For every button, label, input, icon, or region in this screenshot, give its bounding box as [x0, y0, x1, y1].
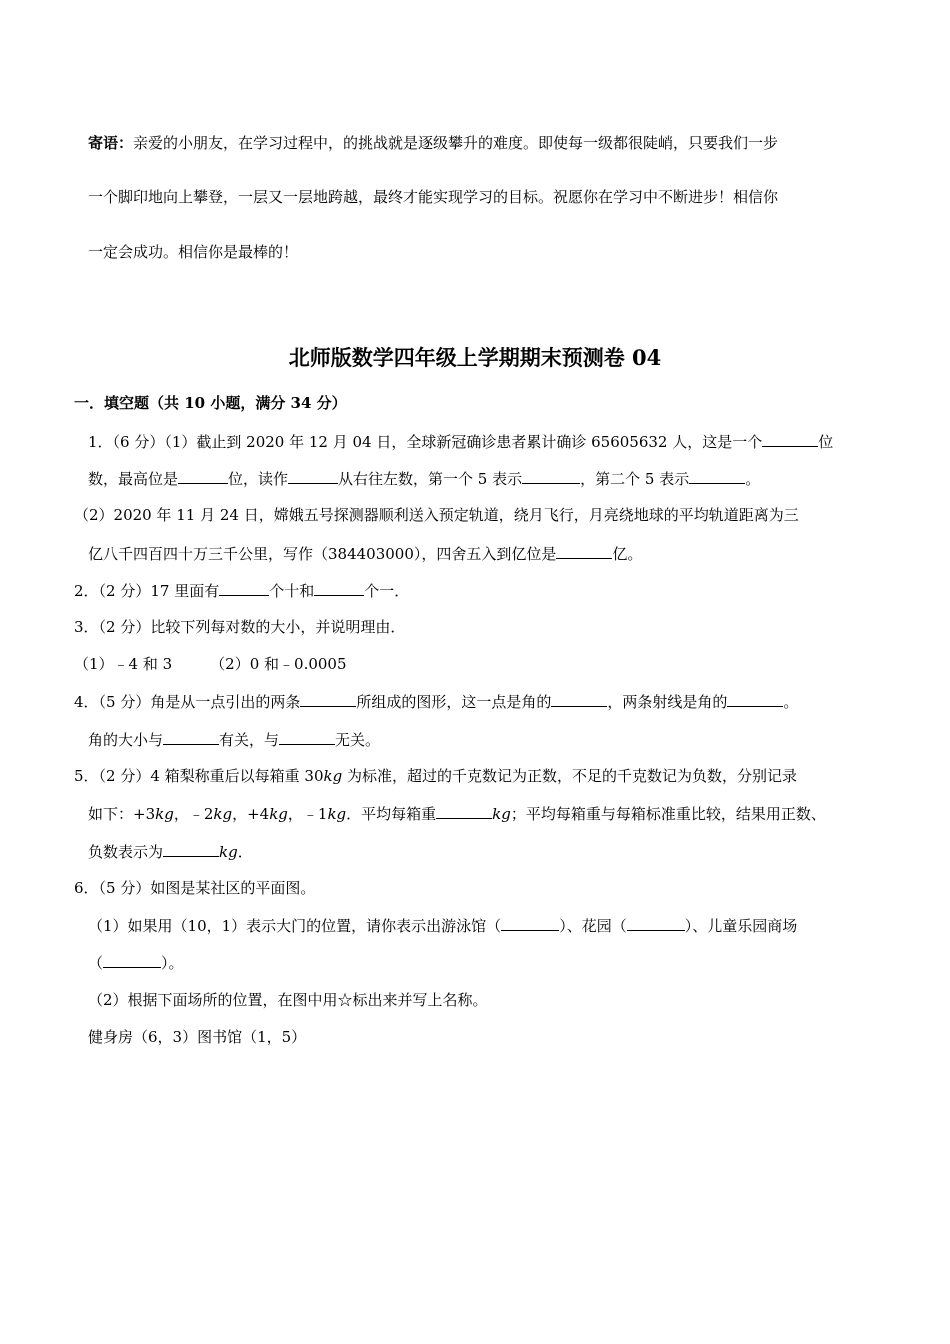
q6-text-g: （2）根据下面场所的位置，在图中用☆标出来并写上名称。 [88, 991, 488, 1009]
q2-text-c: 个一． [364, 582, 410, 600]
q1-text-b: 位 [818, 433, 834, 451]
q5-unit: kg [492, 805, 511, 823]
q1-line-1 [88, 431, 868, 452]
q5-unit: kg [155, 805, 174, 823]
answer-blank[interactable] [627, 915, 685, 931]
preface-line-3 [88, 242, 868, 262]
q1-text-a: 1．（6 分）（1）截止到 2020 年 12 月 04 日，全球新冠确诊患者累计确诊 65605632 人，这是一个 [88, 433, 763, 451]
q4-text-b: 所组成的图形，这一点是角的 [356, 693, 552, 711]
q6-text-a: 6．（5 分）如图是某社区的平面图。 [74, 879, 316, 897]
q6-text-b: （1）如果用（10，1）表示大门的位置，请你表示出游泳馆（ [88, 917, 502, 935]
q6-line-1 [74, 878, 854, 898]
answer-blank[interactable] [300, 691, 356, 707]
preface-text-2: 一个脚印地向上攀登，一层又一层地跨越，最终才能实现学习的目标。祝愿你在学习中不断进步！相信你 [88, 188, 779, 206]
q5-text-h: ；平均每箱重与每箱标准重比较，结果用正数、 [510, 805, 826, 823]
q5-text-g: ．平均每箱重 [346, 805, 437, 823]
q6-text-e: （ [88, 954, 104, 972]
q4-text-d: 。 [783, 693, 799, 711]
answer-blank[interactable] [314, 580, 364, 596]
answer-blank[interactable] [689, 468, 745, 484]
answer-blank[interactable] [288, 468, 338, 484]
q4-line-2 [88, 729, 868, 750]
q5-unit: kg [269, 805, 288, 823]
q2-text-b: 个十和 [269, 582, 315, 600]
q4-text-f: 有关，与 [219, 731, 280, 749]
q5-text-d: ，﹣2 [173, 805, 214, 823]
q1-line-4 [88, 543, 868, 564]
q5-line-2 [88, 803, 868, 824]
q4-text-g: 无关。 [335, 731, 381, 749]
q1-text-f: ，第二个 5 表示 [580, 470, 690, 488]
answer-blank[interactable] [103, 952, 161, 968]
preface-text-1: 亲爱的小朋友，在学习过程中，的挑战就是逐级攀升的难度。即使每一级都很陡峭，只要我们一步 [133, 134, 779, 152]
q5-unit: kg [323, 767, 343, 785]
answer-blank[interactable] [436, 803, 492, 819]
q1-line-2 [88, 468, 868, 489]
answer-blank[interactable] [178, 468, 228, 484]
q1-text-j: 亿。 [612, 545, 643, 563]
q4-text-e: 角的大小与 [88, 731, 164, 749]
q2-text-a: 2．（2 分）17 里面有 [74, 582, 220, 600]
q6-line-3 [88, 952, 868, 973]
q5-text-f: ，﹣1 [287, 805, 328, 823]
q5-line-3 [88, 841, 868, 862]
q6-text-h: 健身房（6，3）图书馆（1，5） [88, 1028, 307, 1046]
q5-text-b: 为标准，超过的千克数记为正数，不足的千克数记为负数，分别记录 [342, 767, 798, 785]
q1-text-e: 从右往左数，第一个 5 表示 [338, 470, 523, 488]
q1-line-3 [74, 505, 854, 525]
q3-text-b: （1）﹣4 和 3 [74, 655, 173, 673]
answer-blank[interactable] [163, 841, 219, 857]
q6-line-5 [88, 1027, 868, 1047]
page-title: 北师版数学四年级上学期期末预测卷 04 [288, 345, 662, 370]
q5-unit: kg [327, 805, 347, 823]
q5-text-i: 负数表示为 [88, 843, 164, 861]
preface-line-1 [88, 133, 868, 153]
q5-text-c: 如下：+3 [88, 805, 156, 823]
q6-line-2 [88, 915, 868, 936]
q6-text-f: ）。 [161, 954, 184, 972]
q2-line [74, 580, 854, 601]
answer-blank[interactable] [163, 729, 219, 745]
q3-text-c: （2）0 和﹣0.0005 [210, 655, 347, 673]
answer-blank[interactable] [551, 691, 607, 707]
answer-blank[interactable] [501, 915, 559, 931]
q4-text-a: 4．（5 分）角是从一点引出的两条 [74, 693, 301, 711]
answer-blank[interactable] [727, 691, 783, 707]
q5-text-a: 5．（2 分）4 箱梨称重后以每箱重 30 [74, 767, 324, 785]
q5-text-j: ． [237, 843, 253, 861]
q5-text-e: ，+4 [232, 805, 270, 823]
section-heading: 一．填空题（共 10 小题，满分 34 分） [74, 394, 347, 412]
q6-text-c: ）、花园（ [559, 917, 627, 935]
q6-line-4 [88, 990, 868, 1010]
q5-unit: kg [219, 843, 238, 861]
q4-text-c: ，两条射线是角的 [607, 693, 728, 711]
q1-text-h: （2）2020 年 11 月 24 日，嫦娥五号探测器顺利送入预定轨道，绕月飞行，月亮绕地球的平均轨道距离为三 [74, 506, 799, 524]
preface-text-3: 一定会成功。相信你是最棒的！ [88, 243, 299, 261]
answer-blank[interactable] [762, 431, 818, 447]
q1-text-i: 亿八千四百四十万三千公里，写作（384403000），四舍五入到亿位是 [88, 545, 557, 563]
q1-text-c: 数，最高位是 [88, 470, 179, 488]
q1-text-g: 。 [745, 470, 761, 488]
q4-line-1 [74, 691, 854, 712]
q1-text-d: 位，读作 [228, 470, 289, 488]
preface-label: 寄语： [88, 134, 134, 152]
answer-blank[interactable] [279, 729, 335, 745]
q3-line-2 [74, 654, 854, 674]
q5-unit: kg [213, 805, 233, 823]
q3-line-1 [74, 617, 854, 637]
answer-blank[interactable] [556, 543, 612, 559]
q5-line-1 [74, 766, 854, 786]
answer-blank[interactable] [522, 468, 580, 484]
q3-text-a: 3．（2 分）比较下列每对数的大小，并说明理由． [74, 618, 406, 636]
answer-blank[interactable] [219, 580, 269, 596]
preface-line-2 [88, 187, 868, 207]
q6-text-d: ）、儿童乐园商场 [684, 917, 798, 935]
